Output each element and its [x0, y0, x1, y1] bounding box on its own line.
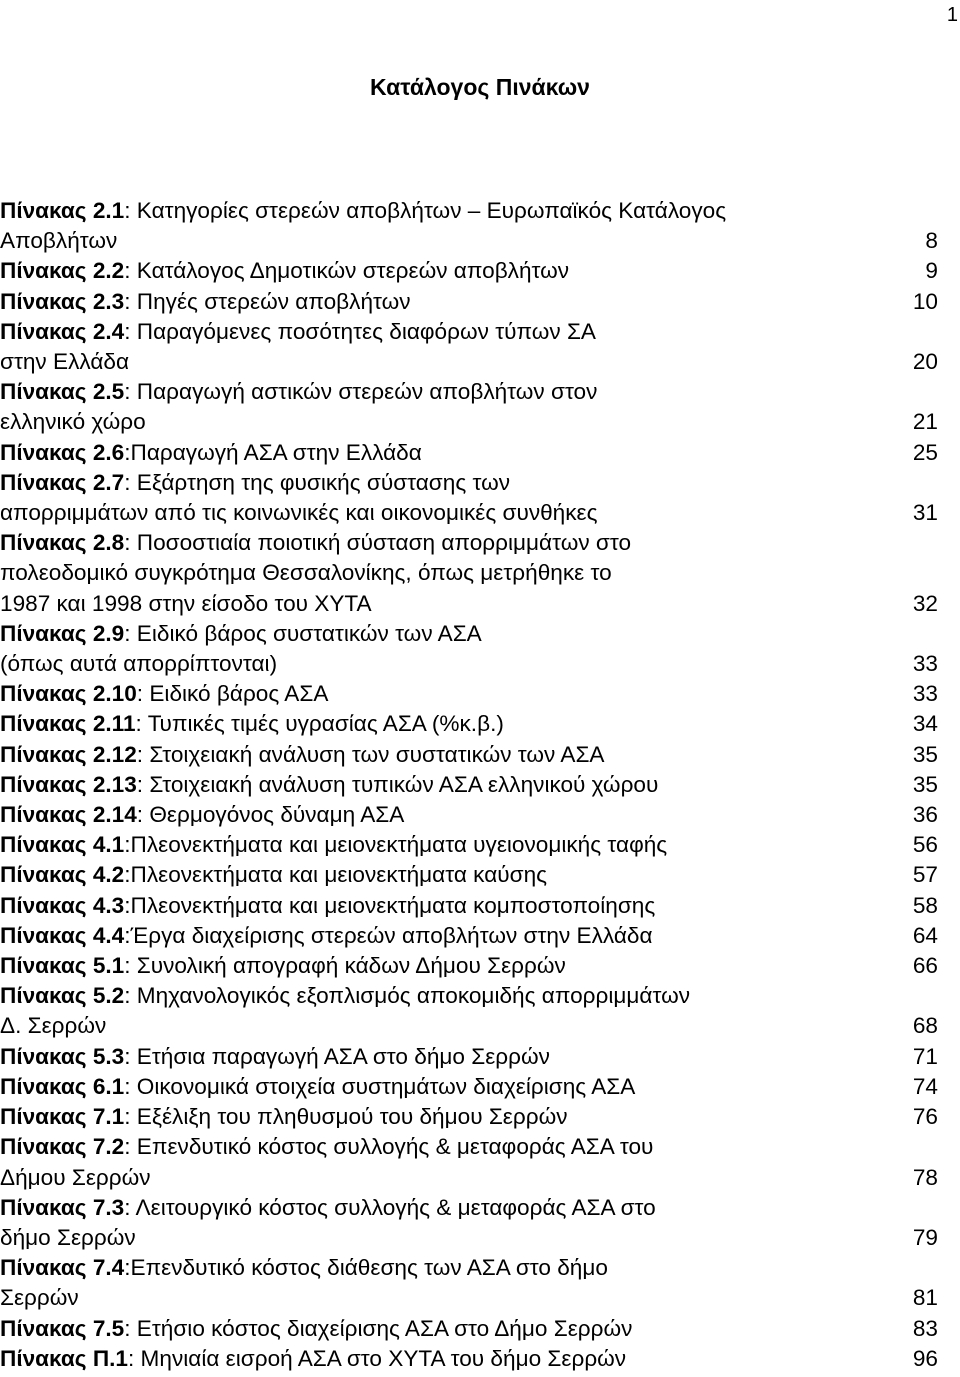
table-label: Πίνακας 2.: [0, 620, 112, 646]
table-label: Πίνακας 2.: [0, 318, 112, 344]
toc-entry[interactable]: [0, 1102, 938, 1132]
table-label: Πίνακας 4.: [0, 832, 112, 858]
table-label: Πίνακας 2.: [0, 771, 112, 797]
table-number: 1: [111, 1104, 125, 1130]
table-number: 3: [111, 1043, 125, 1069]
table-caption-text: :Πλεονεκτήματα και μειονεκτήματα καύσης: [124, 862, 548, 888]
table-caption-text: : Ετήσιο κόστος διαχείρισης ΑΣΑ στο Δήμο Σερρών: [124, 1315, 633, 1341]
table-number: 6: [111, 439, 125, 465]
toc-entry-line: [0, 347, 938, 377]
table-caption-text: : Θερμογόνος δύναμη ΑΣΑ: [136, 802, 405, 828]
table-number: 5: [111, 379, 125, 405]
table-label: Πίνακας 5.: [0, 1043, 112, 1069]
page-reference: 32: [912, 590, 938, 616]
toc-entry-line: [0, 1042, 938, 1072]
table-label: Πίνακας Π.: [0, 1345, 116, 1371]
page-reference: 31: [912, 500, 938, 526]
table-caption-text: : Κατάλογος Δημοτικών στερεών αποβλήτων: [124, 258, 570, 284]
table-caption-text: (όπως αυτά απορρίπτονται): [0, 651, 278, 677]
toc-entry[interactable]: [0, 1072, 938, 1102]
toc-entry[interactable]: [0, 1344, 938, 1374]
table-caption-text: : Επενδυτικό κόστος συλλογής & μεταφοράς ΑΣΑ του: [124, 1134, 654, 1160]
table-number: 13: [111, 771, 137, 797]
table-label: Πίνακας 2.: [0, 681, 112, 707]
table-caption-text: : Παραγωγή αστικών στερεών αποβλήτων στον: [124, 379, 598, 405]
table-caption-text: : Εξάρτηση της φυσικής σύστασης των: [124, 469, 511, 495]
toc-entry[interactable]: [0, 709, 938, 739]
toc-entry-line: [0, 196, 938, 226]
table-caption-text: :Έργα διαχείρισης στερεών αποβλήτων στην Ελλάδα: [124, 922, 653, 948]
table-caption-text: Σερρών: [0, 1285, 79, 1311]
toc-entry[interactable]: [0, 468, 938, 528]
table-label: Πίνακας 7.: [0, 1104, 112, 1130]
page-reference: 35: [912, 741, 938, 767]
table-number: 1: [111, 198, 125, 223]
toc-entry-line: [0, 407, 938, 437]
toc-entry-line: [0, 377, 938, 407]
table-label: Πίνακας 2.: [0, 530, 112, 556]
table-label: Πίνακας 7.: [0, 1315, 112, 1341]
table-label: Πίνακας 2.: [0, 802, 112, 828]
toc-entry[interactable]: [0, 1042, 938, 1072]
toc-entry-line: [0, 438, 938, 468]
toc-entry-line: [0, 830, 938, 860]
table-caption-text: : Εξέλιξη του πληθυσμού του δήμου Σερρών: [124, 1104, 568, 1130]
toc-entry-line: [0, 1072, 938, 1102]
page-reference: 36: [912, 802, 938, 828]
toc-entry[interactable]: [0, 981, 938, 1041]
table-number: 14: [111, 802, 137, 828]
page-reference: 66: [912, 953, 938, 979]
table-number: 1: [111, 1073, 125, 1099]
toc-entry[interactable]: [0, 619, 938, 679]
table-label: Πίνακας 5.: [0, 983, 112, 1009]
toc-entry[interactable]: [0, 891, 938, 921]
page-reference: 21: [912, 409, 938, 435]
toc-entry-line: [0, 1193, 938, 1223]
toc-entry[interactable]: [0, 377, 938, 437]
toc-entry-line: [0, 1283, 938, 1313]
toc-entry-line: [0, 1314, 938, 1344]
table-label: Πίνακας 2.: [0, 469, 112, 495]
toc-entry[interactable]: [0, 860, 938, 890]
table-label: Πίνακας 2.: [0, 439, 112, 465]
table-caption-text: :Πλεονεκτήματα και μειονεκτήματα κομποστοποίησης: [124, 892, 656, 918]
table-number: 8: [111, 530, 125, 556]
toc-entry-line: [0, 1011, 938, 1041]
page-reference: 58: [912, 892, 938, 918]
toc-entry-line: [0, 528, 938, 558]
page-reference: 78: [912, 1164, 938, 1190]
toc-entry-line: [0, 256, 938, 286]
table-caption-text: : Ειδικό βάρος συστατικών των ΑΣΑ: [124, 620, 482, 646]
table-label: Πίνακας 4.: [0, 862, 112, 888]
table-caption-text: : Συνολική απογραφή κάδων Δήμου Σερρών: [124, 953, 566, 979]
toc-entry-line: [0, 770, 938, 800]
toc-entry-line: [0, 1132, 938, 1162]
toc-entry-line: [0, 891, 938, 921]
toc-entry-line: [0, 468, 938, 498]
table-number: 7: [111, 469, 125, 495]
page-reference: 76: [912, 1104, 938, 1130]
toc-entry-line: [0, 921, 938, 951]
toc-entry-line: [0, 1102, 938, 1132]
page-reference: 56: [912, 832, 938, 858]
table-number: 2: [111, 258, 125, 284]
table-caption-text: στην Ελλάδα: [0, 349, 130, 375]
page-reference: 74: [912, 1073, 938, 1099]
toc-entry[interactable]: [0, 830, 938, 860]
toc-entry[interactable]: [0, 800, 938, 830]
toc-entry-line: [0, 860, 938, 890]
page-reference: 10: [912, 288, 938, 314]
table-label: Πίνακας 7.: [0, 1255, 112, 1281]
table-caption-text: :Πλεονεκτήματα και μειονεκτήματα υγειονομικής ταφής: [124, 832, 668, 858]
table-caption-text: : Στοιχειακή ανάλυση των συστατικών των ΑΣΑ: [136, 741, 605, 767]
toc-entry[interactable]: [0, 287, 938, 317]
table-caption-text: : Ποσοστιαία ποιοτική σύσταση απορριμμάτων στο: [124, 530, 632, 556]
table-label: Πίνακας 2.: [0, 711, 112, 737]
toc-entry-line: [0, 709, 938, 739]
page-reference: 64: [912, 922, 938, 948]
page-reference: 33: [912, 651, 938, 677]
table-caption-text: 1987 και 1998 στην είσοδο του ΧΥΤΑ: [0, 590, 372, 616]
table-caption-text: : Ειδικό βάρος ΑΣΑ: [136, 681, 329, 707]
page-reference: 96: [912, 1345, 938, 1371]
toc-entry[interactable]: [0, 1314, 938, 1344]
toc-entry-line: [0, 1344, 938, 1374]
toc-entry-line: [0, 589, 938, 619]
table-caption-text: : Μηχανολογικός εξοπλισμός αποκομιδής απορριμμάτων: [124, 983, 691, 1009]
table-number: 1: [115, 1345, 128, 1371]
table-number: 12: [111, 741, 137, 767]
toc-entry-line: [0, 317, 938, 347]
toc-entry-line: [0, 226, 938, 256]
page-reference: 57: [912, 862, 938, 888]
table-caption-text: ελληνικό χώρο: [0, 409, 146, 435]
page-reference: 79: [912, 1224, 938, 1250]
toc-entry[interactable]: [0, 951, 938, 981]
table-number: 11: [111, 711, 136, 737]
table-label: Πίνακας 7.: [0, 1194, 112, 1220]
toc-entry-line: [0, 619, 938, 649]
table-label: Πίνακας 6.: [0, 1073, 112, 1099]
page-reference: 81: [912, 1285, 938, 1311]
page-title: Κατάλογος Πινάκων: [370, 74, 590, 100]
toc-entry-line: [0, 679, 938, 709]
table-caption-text: : Τυπικές τιμές υγρασίας ΑΣΑ (%κ.β.): [135, 711, 504, 737]
table-caption-text: δήμο Σερρών: [0, 1224, 136, 1250]
toc-entry[interactable]: [0, 1132, 938, 1192]
page-reference: 33: [912, 681, 938, 707]
table-number: 1: [111, 953, 125, 979]
page-reference: 71: [912, 1043, 938, 1069]
table-label: Πίνακας 7.: [0, 1134, 112, 1160]
toc-entry-line: [0, 951, 938, 981]
table-number: 1: [111, 832, 125, 858]
table-caption-text: : Στοιχειακή ανάλυση τυπικών ΑΣΑ ελληνικού χώρου: [136, 771, 659, 797]
toc-entry[interactable]: [0, 438, 938, 468]
page-reference: 83: [912, 1315, 938, 1341]
table-caption-text: Δ. Σερρών: [0, 1013, 107, 1039]
toc-entry[interactable]: [0, 679, 938, 709]
toc-entry-line: [0, 287, 938, 317]
table-caption-text: : Ετήσια παραγωγή ΑΣΑ στο δήμο Σερρών: [124, 1043, 550, 1069]
table-caption-text: : Οικονομικά στοιχεία συστημάτων διαχείρισης ΑΣΑ: [124, 1073, 636, 1099]
toc-entry-line: [0, 558, 938, 588]
table-caption-text: :Επενδυτικό κόστος διάθεσης των ΑΣΑ στο δήμο: [124, 1255, 608, 1281]
page-reference: 9: [925, 258, 938, 284]
toc-entry-line: [0, 1253, 938, 1283]
toc-entry[interactable]: [0, 770, 938, 800]
toc-entry[interactable]: [0, 740, 938, 770]
toc-entry[interactable]: [0, 528, 938, 619]
page-number: 1: [946, 4, 958, 26]
table-caption-text: : Παραγόμενες ποσότητες διαφόρων τύπων ΣΑ: [124, 318, 596, 344]
toc-entry-line: [0, 800, 938, 830]
table-caption-text: : Πηγές στερεών αποβλήτων: [124, 288, 411, 314]
table-number: 3: [111, 288, 125, 314]
table-label: Πίνακας 2.: [0, 741, 112, 767]
page-reference: 8: [925, 228, 938, 254]
toc-entry[interactable]: [0, 921, 938, 951]
table-label: Πίνακας 2.: [0, 379, 112, 405]
table-caption-text: :Παραγωγή ΑΣΑ στην Ελλάδα: [124, 439, 422, 465]
table-caption-text: απορριμμάτων από τις κοινωνικές και οικονομικές συνθήκες: [0, 500, 598, 526]
table-caption-text: Δήμου Σερρών: [0, 1164, 151, 1190]
table-caption-text: : Λειτουργικό κόστος συλλογής & μεταφοράς ΑΣΑ στο: [124, 1194, 656, 1220]
toc-entry-line: [0, 649, 938, 679]
toc-entry[interactable]: [0, 1253, 938, 1313]
table-label: Πίνακας 2.: [0, 198, 112, 223]
toc-entry-line: [0, 981, 938, 1011]
page-reference: 34: [912, 711, 938, 737]
table-label: Πίνακας 4.: [0, 892, 112, 918]
table-number: 2: [111, 983, 125, 1009]
toc-entry[interactable]: [0, 317, 938, 377]
page-reference: 25: [912, 439, 938, 465]
table-number: 4: [111, 318, 125, 344]
page-reference: 20: [912, 349, 938, 375]
toc-entry[interactable]: [0, 256, 938, 286]
table-number: 2: [111, 1134, 125, 1160]
table-of-contents: [0, 196, 938, 1374]
table-number: 4: [111, 1255, 125, 1281]
table-caption-text: πολεοδομικό συγκρότημα Θεσσαλονίκης, όπως μετρήθηκε το: [0, 560, 612, 586]
table-number: 5: [111, 1315, 125, 1341]
table-label: Πίνακας 4.: [0, 922, 112, 948]
table-number: 4: [111, 922, 125, 948]
table-label: Πίνακας 5.: [0, 953, 112, 979]
toc-entry-line: [0, 1223, 938, 1253]
page-reference: 68: [912, 1013, 938, 1039]
table-caption-text: : Κατηγορίες στερεών αποβλήτων – Ευρωπαϊκός Κατάλογος: [124, 198, 727, 223]
table-number: 3: [111, 892, 125, 918]
table-number: 3: [111, 1194, 125, 1220]
table-number: 10: [111, 681, 137, 707]
table-caption-text: Αποβλήτων: [0, 228, 118, 254]
toc-entry[interactable]: [0, 196, 938, 256]
table-caption-text: : Μηνιαία εισροή ΑΣΑ στο ΧΥΤΑ του δήμο Σερρών: [128, 1345, 627, 1371]
table-number: 2: [111, 862, 125, 888]
toc-entry-line: [0, 740, 938, 770]
toc-entry-line: [0, 498, 938, 528]
table-label: Πίνακας 2.: [0, 258, 112, 284]
table-number: 9: [111, 620, 125, 646]
toc-entry[interactable]: [0, 1193, 938, 1253]
page-reference: 35: [912, 771, 938, 797]
table-label: Πίνακας 2.: [0, 288, 112, 314]
toc-entry-line: [0, 1163, 938, 1193]
